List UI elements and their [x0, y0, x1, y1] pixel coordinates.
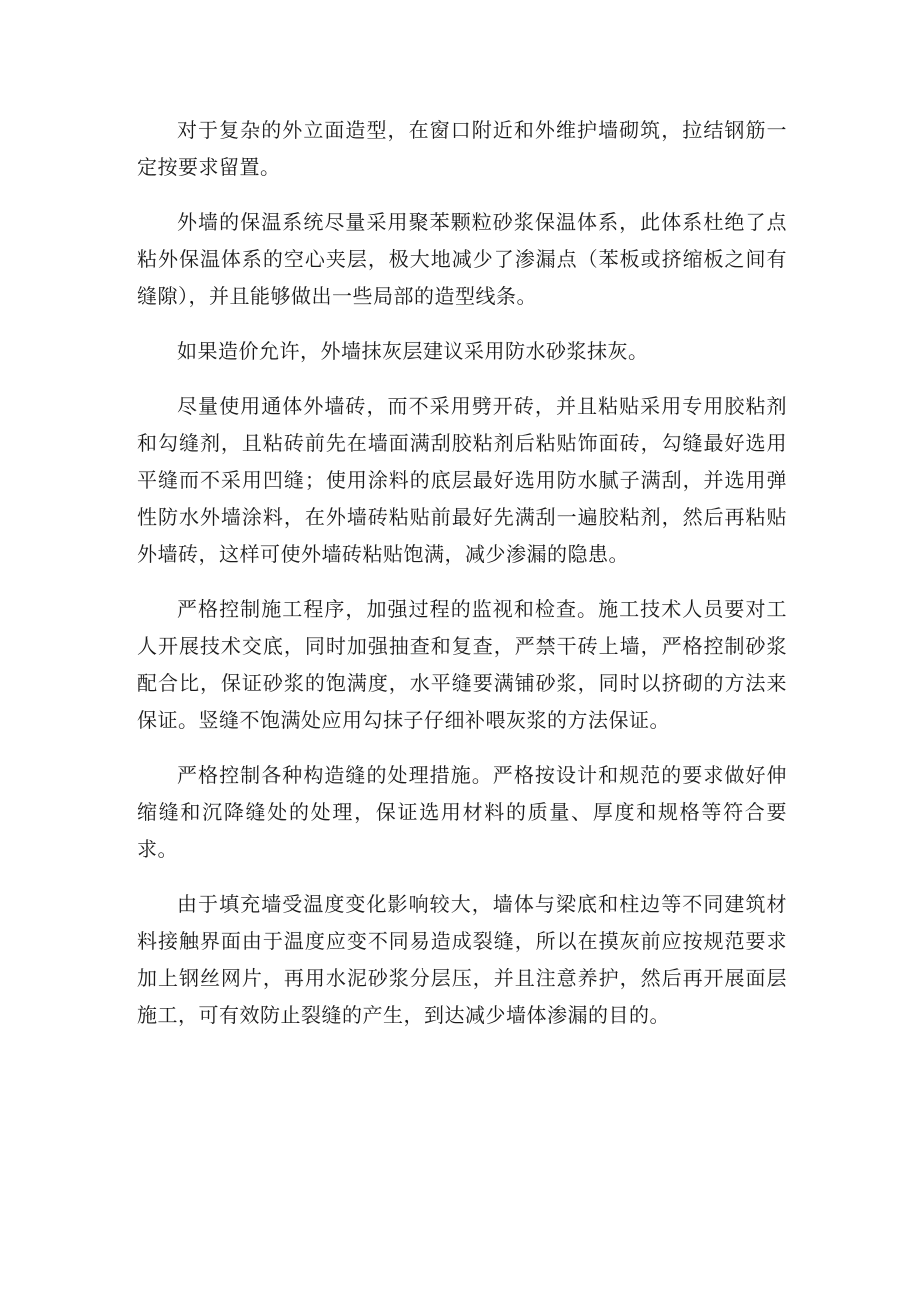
- paragraph-wall-tiles: 尽量使用通体外墙砖，而不采用劈开砖，并且粘贴采用专用胶粘剂和勾缝剂，且粘砖前先在墙面满刮胶粘剂后粘贴饰面砖，勾缝最好选用平缝而不采用凹缝；使用涂料的底层最好选用防水腻子满刮，并选用弹性防水外墙涂料，在外墙砖粘贴前最好先满刮一遍胶粘剂，然后再粘贴外墙砖，这样可使外墙砖粘贴饱满，减少渗漏的隐患。: [137, 394, 787, 566]
- paragraph-insulation-system: 外墙的保温系统尽量采用聚苯颗粒砂浆保温体系，此体系杜绝了点粘外保温体系的空心夹层，极大地减少了渗漏点（苯板或挤缩板之间有缝隙），并且能够做出一些局部的造型线条。: [137, 210, 787, 308]
- paragraph-construction-control: 严格控制施工程序，加强过程的监视和检查。施工技术人员要对工人开展技术交底，同时加强抽查和复查，严禁干砖上墙，严格控制砂浆配合比，保证砂浆的饱满度，水平缝要满铺砂浆，同时以挤砌的方法来保证。竖缝不饱满处应用勾抹子仔细补喂灰浆的方法保证。: [137, 597, 787, 732]
- paragraph-joint-treatment: 严格控制各种构造缝的处理措施。严格按设计和规范的要求做好伸缩缝和沉降缝处的处理，保证选用材料的质量、厚度和规格等符合要求。: [137, 763, 787, 861]
- paragraph-window-rebar: 对于复杂的外立面造型，在窗口附近和外维护墙砌筑，拉结钢筋一定按要求留置。: [137, 118, 787, 179]
- paragraph-waterproof-plaster: 如果造价允许，外墙抹灰层建议采用防水砂浆抹灰。: [177, 339, 649, 363]
- paragraph-crack-prevention: 由于填充墙受温度变化影响较大，墙体与梁底和柱边等不同建筑材料接触界面由于温度应变不同易造成裂缝，所以在摸灰前应按规范要求加上钢丝网片，再用水泥砂浆分层压，并且注意养护，然后再开展面层施工，可有效防止裂缝的产生，到达减少墙体渗漏的目的。: [137, 892, 787, 1027]
- document-body: [137, 112, 787, 1034]
